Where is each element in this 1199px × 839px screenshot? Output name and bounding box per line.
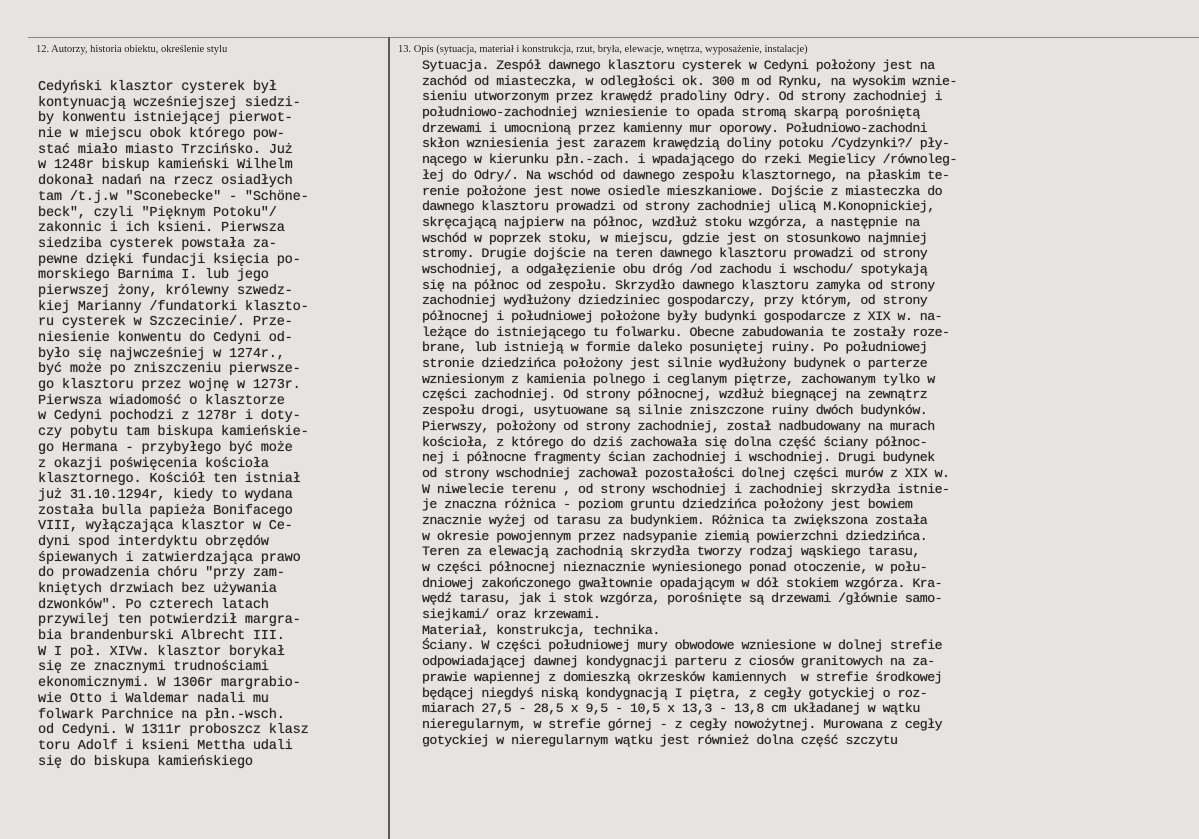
text-line: od Cedyni. W 1311r proboszcz klasz [38,723,309,739]
text-line: śpiewanych i zatwierdzająca prawo [38,550,301,566]
text-line: go Hermana - przybyłego być może [38,440,293,456]
text-line: niesienie konwentu do Cedyni od- [38,331,293,346]
text-line: wie Otto i Waldemar nadali mu [38,691,269,707]
text-line: wschód w poprzek stoku, w miejscu, gdzie jest on stosunkowo najmniej [422,230,928,246]
text-line: VIII, wyłączająca klasztor w Ce- [38,519,293,535]
text-line: już 31.10.1294r, kiedy to wydana [38,487,293,503]
text-line: Teren za elewacją zachodnią skrzydła tworzy rodzaj wąskiego tarasu, [422,544,920,560]
text-line: znacznie wyżej od tarasu za budynkiem. Różnica ta zwiększona została [422,512,928,528]
section-header-authors-history: 12. Autorzy, historia obiektu, określenie stylu [36,44,228,55]
text-line: folwark Parchnice na płn.-wsch. [38,707,285,723]
column-divider [388,37,390,839]
text-line: została bulla papieża Bonifacego [38,503,293,519]
text-line: Pierwszy, położony od strony zachodniej, został nadbudowany na murach [422,418,935,434]
text-line: siejkami/ oraz krzewami. [422,607,601,623]
text-line: stromy. Drugie dojście na teren dawnego klasztoru prowadzi od strony [422,246,928,262]
text-line: renie położone jest nowe osiedle mieszkaniowe. Dojście z miasteczka do [422,183,943,199]
text-line: skręcającą najpierw na północ, wzdłuż stoku wzgórza, a następnie na [422,214,920,230]
text-line: W niwelecie terenu , od strony wschodniej i zachodniej skrzydła istnie- [422,481,950,497]
text-line: w części północnej nieznacznie wyniesionego ponad otoczenie, w połu- [422,560,928,575]
text-line: prawie wapiennej z domieszką okrzesków kamiennych w strefie środkowej [422,669,943,685]
text-line: nej i północne fragmenty ścian zachodniej i wschodniej. Drugi budynek [422,450,935,466]
text-line: je znaczna różnica - poziom gruntu dziedzińca położony jest bowiem [422,497,913,513]
text-line: Pierwsza wiadomość o klasztorze [38,393,285,409]
text-line: kościoła, z którego do dziś zachowała się dolna część ściany północ- [422,434,928,450]
text-line: południowo-zachodniej wzniesienie to opada stromą skarpą porośniętą [422,105,920,121]
text-line: ekonomicznymi. W 1306r margrabio- [38,676,301,692]
text-line: brane, lub istnieją w formie daleko posuniętej ruiny. Po południowej [422,340,928,356]
text-line: by konwentu istniejącej pierwot- [38,111,293,127]
text-line: odpowiadającej dawnej kondygnacji parteru z ciosów granitowych na za- [422,654,935,670]
text-line: dzwonków". Po czterech latach [38,597,269,613]
text-line: było się najwcześniej w 1274r., [38,346,285,362]
text-line: morskiego Barnima I. lub jego [38,268,269,284]
text-line: skłon wzniesienia jest zarazem krawędzią doliny potoku /Cydzynki?/ pły- [422,136,950,152]
text-line: beck", czyli "Pięknym Potoku"/ [38,205,277,221]
text-line: do prowadzenia chóru "przy zam- [38,566,285,582]
text-line: wschodniej, a odgałęzienie obu dróg /od zachodu i wschodu/ spotykają [422,261,928,277]
text-line: będącej niegdyś niską kondygnacją I piętra, z cegły gotyckiej o roz- [422,685,928,701]
text-line: od strony wschodniej zachował pozostałości dolnej części murów z XIX w. [422,465,950,481]
text-line: nieregularnym, w strefie górnej - z cegły nowożytnej. Murowana z cegły [422,716,943,732]
text-line: w 1248r biskup kamieński Wilhelm [38,158,293,174]
form-top-border [28,37,1199,38]
text-line: dokonał nadań na rzecz osiadłych [38,174,293,190]
text-line: wędź tarasu, jak i stok wzgórza, porośnięte są drzewami /głównie samo- [422,591,943,607]
text-line: w okresie powojennym przez nadsypanie ziemią powierzchni dziedzińca. [422,528,928,544]
text-line: bia brandenburski Albrecht III. [38,629,285,645]
text-line: W I poł. XIVw. klasztor borykał [38,644,285,660]
text-line: części zachodniej. Od strony północnej, wzdłuż biegnącej na zewnątrz [422,387,928,403]
text-line: północnej i południowej położone były budynki gospodarcze z XIX w. na- [422,309,943,324]
section-header-description: 13. Opis (sytuacja, materiał i konstrukcja, rzut, bryła, elewacje, wnętrza, wyposażenie, instalacje) [398,44,808,55]
text-line: gotyckiej w nieregularnym wątku jest również dolna część szczytu [422,732,898,748]
text-line: zachód od miasteczka, w odległości ok. 300 m od Rynku, na wysokim wznie- [422,73,957,89]
text-line: kniętych drzwiach bez używania [38,582,277,597]
text-line: pierwszej żony, królewny szwedz- [38,283,293,299]
text-line: Materiał, konstrukcja, technika. [422,622,660,638]
text-line: Cedyński klasztor cysterek był [38,80,277,95]
text-line: się ze znacznymi trudnościami [38,660,269,676]
text-line: stać miało miasto Trzcińsko. Już [38,142,293,158]
text-line: kontynuacją wcześniejszej siedzi- [38,95,301,111]
text-line: wzniesionym z kamienia polnego i ceglanym piętrze, zachowanym tylko w [422,371,935,387]
text-line: dawnego klasztoru prowadzi od strony zachodniej ulicą M.Konopnickiej, [422,199,935,215]
text-line: zespołu drogi, usytuowane są silnie zniszczone ruiny dwóch budynków. [422,403,928,419]
text-line: sieniu utworzonym przez krawędź pradoliny Odry. Od strony zachodniej i [422,89,943,105]
text-line: Sytuacja. Zespół dawnego klasztoru cysterek w Cedyni położony jest na [422,58,935,73]
text-line: czy pobytu tam biskupa kamieńskie- [38,425,309,441]
text-line: toru Adolf i ksieni Mettha udali [38,738,293,754]
text-line: nącego w kierunku płn.-zach. i wpadającego do rzeki Megielicy /równoleg- [422,152,957,168]
text-line: Ściany. W części południowej mury obwodowe wzniesione w dolnej strefie [422,638,943,654]
history-text-column [38,80,309,770]
text-line: dniowej zakończonego gwałtownie opadającym w dół stokiem wzgórza. Kra- [422,575,943,591]
text-line: z okazji poświęcenia kościoła [38,456,269,472]
text-line: w Cedyni pochodzi z 1278r i doty- [38,409,301,425]
text-line: zakonnic i ich ksieni. Pierwsza [38,221,285,237]
text-line: drzewami i umocnioną przez kamienny mur oporowy. Południowo-zachodni [422,120,928,136]
text-line: zachodniej wydłużony dziedziniec gospodarczy, przy którym, od strony [422,293,928,309]
text-line: go klasztoru przez wojnę w 1273r. [38,378,301,394]
text-line: przywilej ten potwierdził margra- [38,613,301,629]
text-line: tam /t.j.w "Sconebecke" - "Schöne- [38,189,309,205]
text-line: się na północ od zespołu. Skrzydło dawnego klasztoru zamyka od strony [422,277,935,293]
text-line: być może po zniszczeniu pierwsze- [38,362,301,378]
text-line: się do biskupa kamieńskiego [38,754,253,770]
text-line: siedziba cysterek powstała za- [38,236,277,252]
text-line: klasztornego. Kościół ten istniał [38,472,301,488]
text-line: leżące do istniejącego tu folwarku. Obecne zabudowania te zostały roze- [422,324,950,340]
description-text-column [422,58,957,748]
text-line: nie w miejscu obok którego pow- [38,127,285,143]
text-line: łej do Odry/. Na wschód od dawnego zespołu klasztornego, na płaskim te- [422,167,950,183]
text-line: dyni spod interdyktu obrzędów [38,534,269,550]
text-line: ru cysterek w Szczecinie/. Prze- [38,315,293,331]
text-line: kiej Marianny /fundatorki klaszto- [38,299,309,315]
text-line: pewne dzięki fundacji księcia po- [38,252,301,268]
text-line: stronie dziedzińca położony jest silnie wydłużony budynek o parterze [422,356,928,372]
text-line: miarach 27,5 - 28,5 x 9,5 - 10,5 x 13,3 - 13,8 cm układanej w wątku [422,701,920,717]
